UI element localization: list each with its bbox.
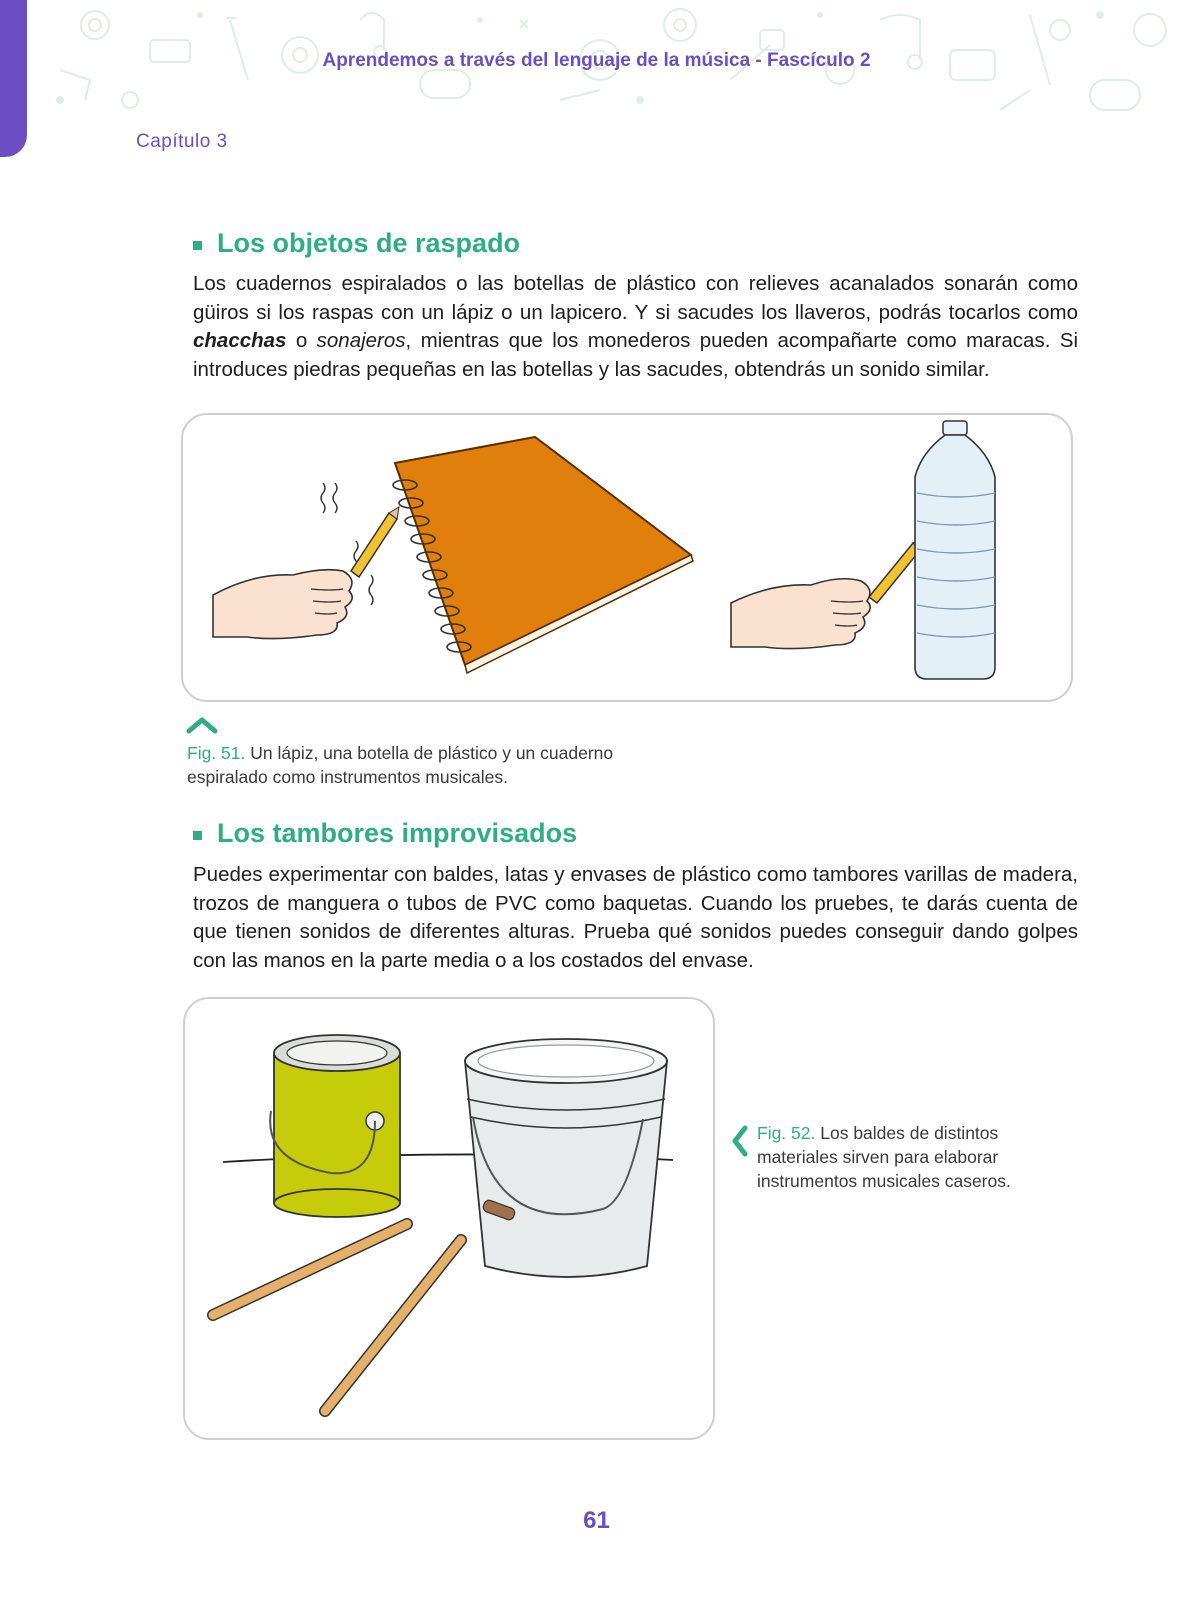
pencil-icon: [351, 507, 399, 577]
section-paragraph-tambores: Puedes experimentar con baldes, latas y envases de plástico como tambores varillas de madera, trozos de manguera o tubos de PVC como baquetas. Cuando los pruebes, te darás cuenta de que tienen sonidos de diferentes alturas. Prueba qué sonidos puedes conseguir dando golpes con las manos en la parte media o a los costados del envase.: [193, 863, 1078, 972]
chevron-left-icon: [731, 1125, 749, 1157]
hand-icon-2: [731, 579, 870, 649]
section-heading-text-2: Los tambores improvisados: [217, 818, 578, 848]
paragraph-text-end: , mientras que los monederos pueden acompañarte como maracas. Si introduces piedras pequeñas en las botellas y las sacudes, obtendrás un sonido similar.: [193, 329, 1078, 381]
drumstick-icon: [213, 1224, 407, 1315]
figure-51-label: Fig. 51.: [187, 743, 246, 763]
drumstick-icon-2: [325, 1240, 461, 1411]
section-paragraph-raspado: [193, 270, 1078, 384]
paint-can-icon: [270, 1035, 400, 1217]
paragraph-text: Los cuadernos espiralados o las botellas de plástico con relieves acanalados sonarán como güiros si los raspas con un lápiz o un lapicero. Y si sacudes los llaveros, podrás tocarlos como: [193, 272, 1078, 324]
section-heading-text: Los objetos de raspado: [217, 228, 521, 258]
bucket-icon: [465, 1039, 667, 1277]
figure-52-caption: [757, 1121, 1057, 1193]
figure-52-frame: [183, 997, 715, 1440]
figure-52-label: Fig. 52.: [757, 1123, 816, 1143]
running-title: Aprendemos a través del lenguaje de la música - Fascículo 2: [322, 50, 871, 71]
figure-52-illustration: [185, 999, 712, 1437]
chevron-up-icon: [186, 716, 218, 734]
paragraph-connector: o: [286, 329, 317, 352]
section-heading-tambores: [193, 818, 577, 849]
page-number: 61: [583, 1507, 610, 1534]
figure-51-caption: [187, 741, 687, 789]
term-chacchas: chacchas: [193, 329, 287, 352]
figure-52-caption-text: Los baldes de distintos materiales sirven para elaborar instrumentos musicales caseros.: [757, 1123, 1011, 1191]
spiral-notebook-icon: [393, 437, 693, 673]
square-bullet-icon-2: [193, 831, 202, 840]
plastic-bottle-icon: [915, 421, 995, 679]
section-heading-raspado: [193, 228, 520, 259]
square-bullet-icon: [193, 241, 202, 250]
hand-icon: [213, 570, 352, 639]
chapter-label: Capítulo 3: [136, 131, 228, 152]
figure-51-caption-text: Un lápiz, una botella de plástico y un cuaderno espiralado como instrumentos musicales.: [187, 743, 614, 787]
chapter-side-tab: [0, 0, 27, 157]
figure-51-illustration: [183, 415, 1070, 699]
term-sonajeros: sonajeros: [316, 329, 406, 352]
figure-51-frame: [181, 413, 1073, 702]
